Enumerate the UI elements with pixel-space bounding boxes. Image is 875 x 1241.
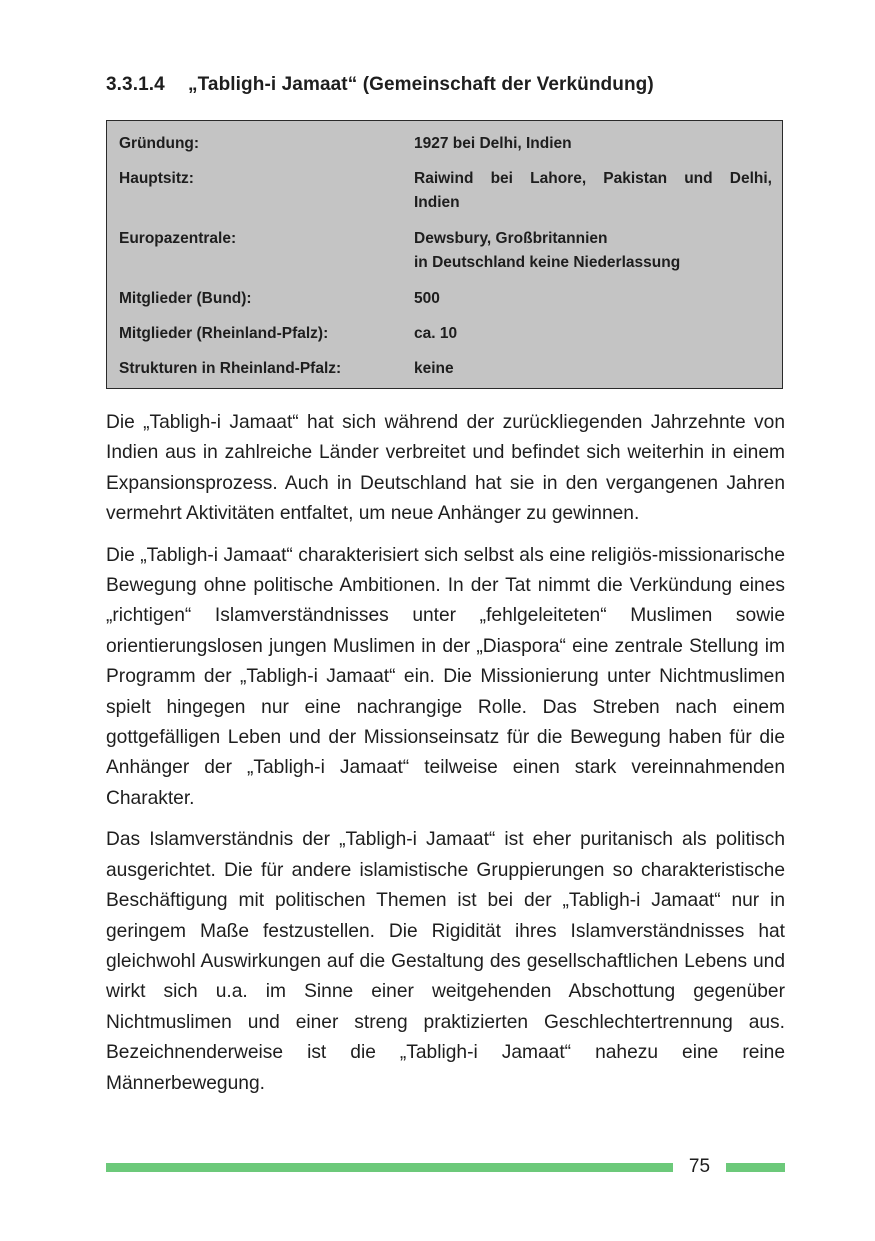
fact-label: Mitglieder (Bund): [119, 290, 252, 307]
fact-label: Strukturen in Rheinland-Pfalz: [119, 360, 342, 377]
body-text [106, 408, 785, 1110]
paragraph: Die „Tabligh-i Jamaat“ hat sich während der zurückliegenden Jahrzehnte von Indien aus in zahlreiche Länder verbreitet und befindet sich weiterhin in einem Expansionsprozess. Auch in Deutschland hat sie in den vergangenen Jahren vermehrt Aktivitäten entfaltet, um neue Anhänger zu gewinnen. [106, 412, 785, 525]
fact-value-line: Indien [414, 194, 460, 211]
fact-value [414, 227, 772, 275]
fact-value [414, 357, 772, 381]
paragraph: Das Islamverständnis der „Tabligh-i Jamaat“ ist eher puritanisch als politisch ausgerichtet. Die für andere islamistische Gruppierungen so charakteristische Beschäftigung mit politischen Themen ist bei der „Tabligh-i Jamaat“ nur in geringem Maße festzustellen. Die Rigidität ihres Islamverständnisses hat gleichwohl Auswirkungen auf die Gestaltung des gesellschaftlichen Lebens und wirkt sich u.a. im Sinne einer weitgehenden Abschottung gegenüber Nichtmuslimen und einer streng praktizierten Geschlechtertrennung aus. Bezeichnenderweise ist die „Tabligh-i Jamaat“ nahezu eine reine Männerbewegung. [106, 829, 785, 1094]
footer-accent-bar-right [726, 1163, 785, 1172]
fact-box [106, 120, 783, 389]
fact-label: Gründung: [119, 135, 200, 152]
fact-value [414, 132, 772, 156]
fact-value-line: Dewsbury, Großbritannien [414, 230, 608, 247]
fact-label: Hauptsitz: [119, 170, 194, 187]
fact-value-line: 500 [414, 290, 440, 307]
fact-label: Mitglieder (Rheinland-Pfalz): [119, 325, 329, 342]
fact-value [414, 287, 772, 311]
fact-label: Europazentrale: [119, 230, 237, 247]
page-number: 75 [688, 1156, 711, 1177]
fact-value-line: keine [414, 360, 454, 377]
fact-value-line: Raiwind bei Lahore, Pakistan und Delhi, [414, 170, 772, 187]
footer-accent-bar-left [106, 1163, 673, 1172]
fact-value-line: in Deutschland keine Niederlassung [414, 254, 681, 271]
section-number: 3.3.1.4 [106, 74, 165, 95]
fact-value-line: ca. 10 [414, 325, 458, 342]
fact-value [414, 167, 772, 215]
section-title: „Tabligh-i Jamaat“ (Gemeinschaft der Verkündung) [188, 74, 654, 95]
fact-value [414, 322, 772, 346]
page-footer [106, 1155, 785, 1179]
fact-value-line: 1927 bei Delhi, Indien [414, 135, 572, 152]
paragraph: Die „Tabligh-i Jamaat“ charakterisiert sich selbst als eine religiös-missionarische Bewegung ohne politische Ambitionen. In der Tat nimmt die Verkündung eines „richtigen“ Islamverständnisses unter „fehlgeleiteten“ Muslimen sowie orientierungslosen jungen Muslimen in der „Diaspora“ eine zentrale Stellung im Programm der „Tabligh-i Jamaat“ ein. Die Missionierung unter Nichtmuslimen spielt hingegen nur eine nachrangige Rolle. Das Streben nach einem gottgefälligen Leben und der Missionseinsatz für die Bewegung haben für die Anhänger der „Tabligh-i Jamaat“ teilweise einen stark vereinnahmenden Charakter. [106, 544, 785, 809]
section-heading [106, 74, 785, 96]
